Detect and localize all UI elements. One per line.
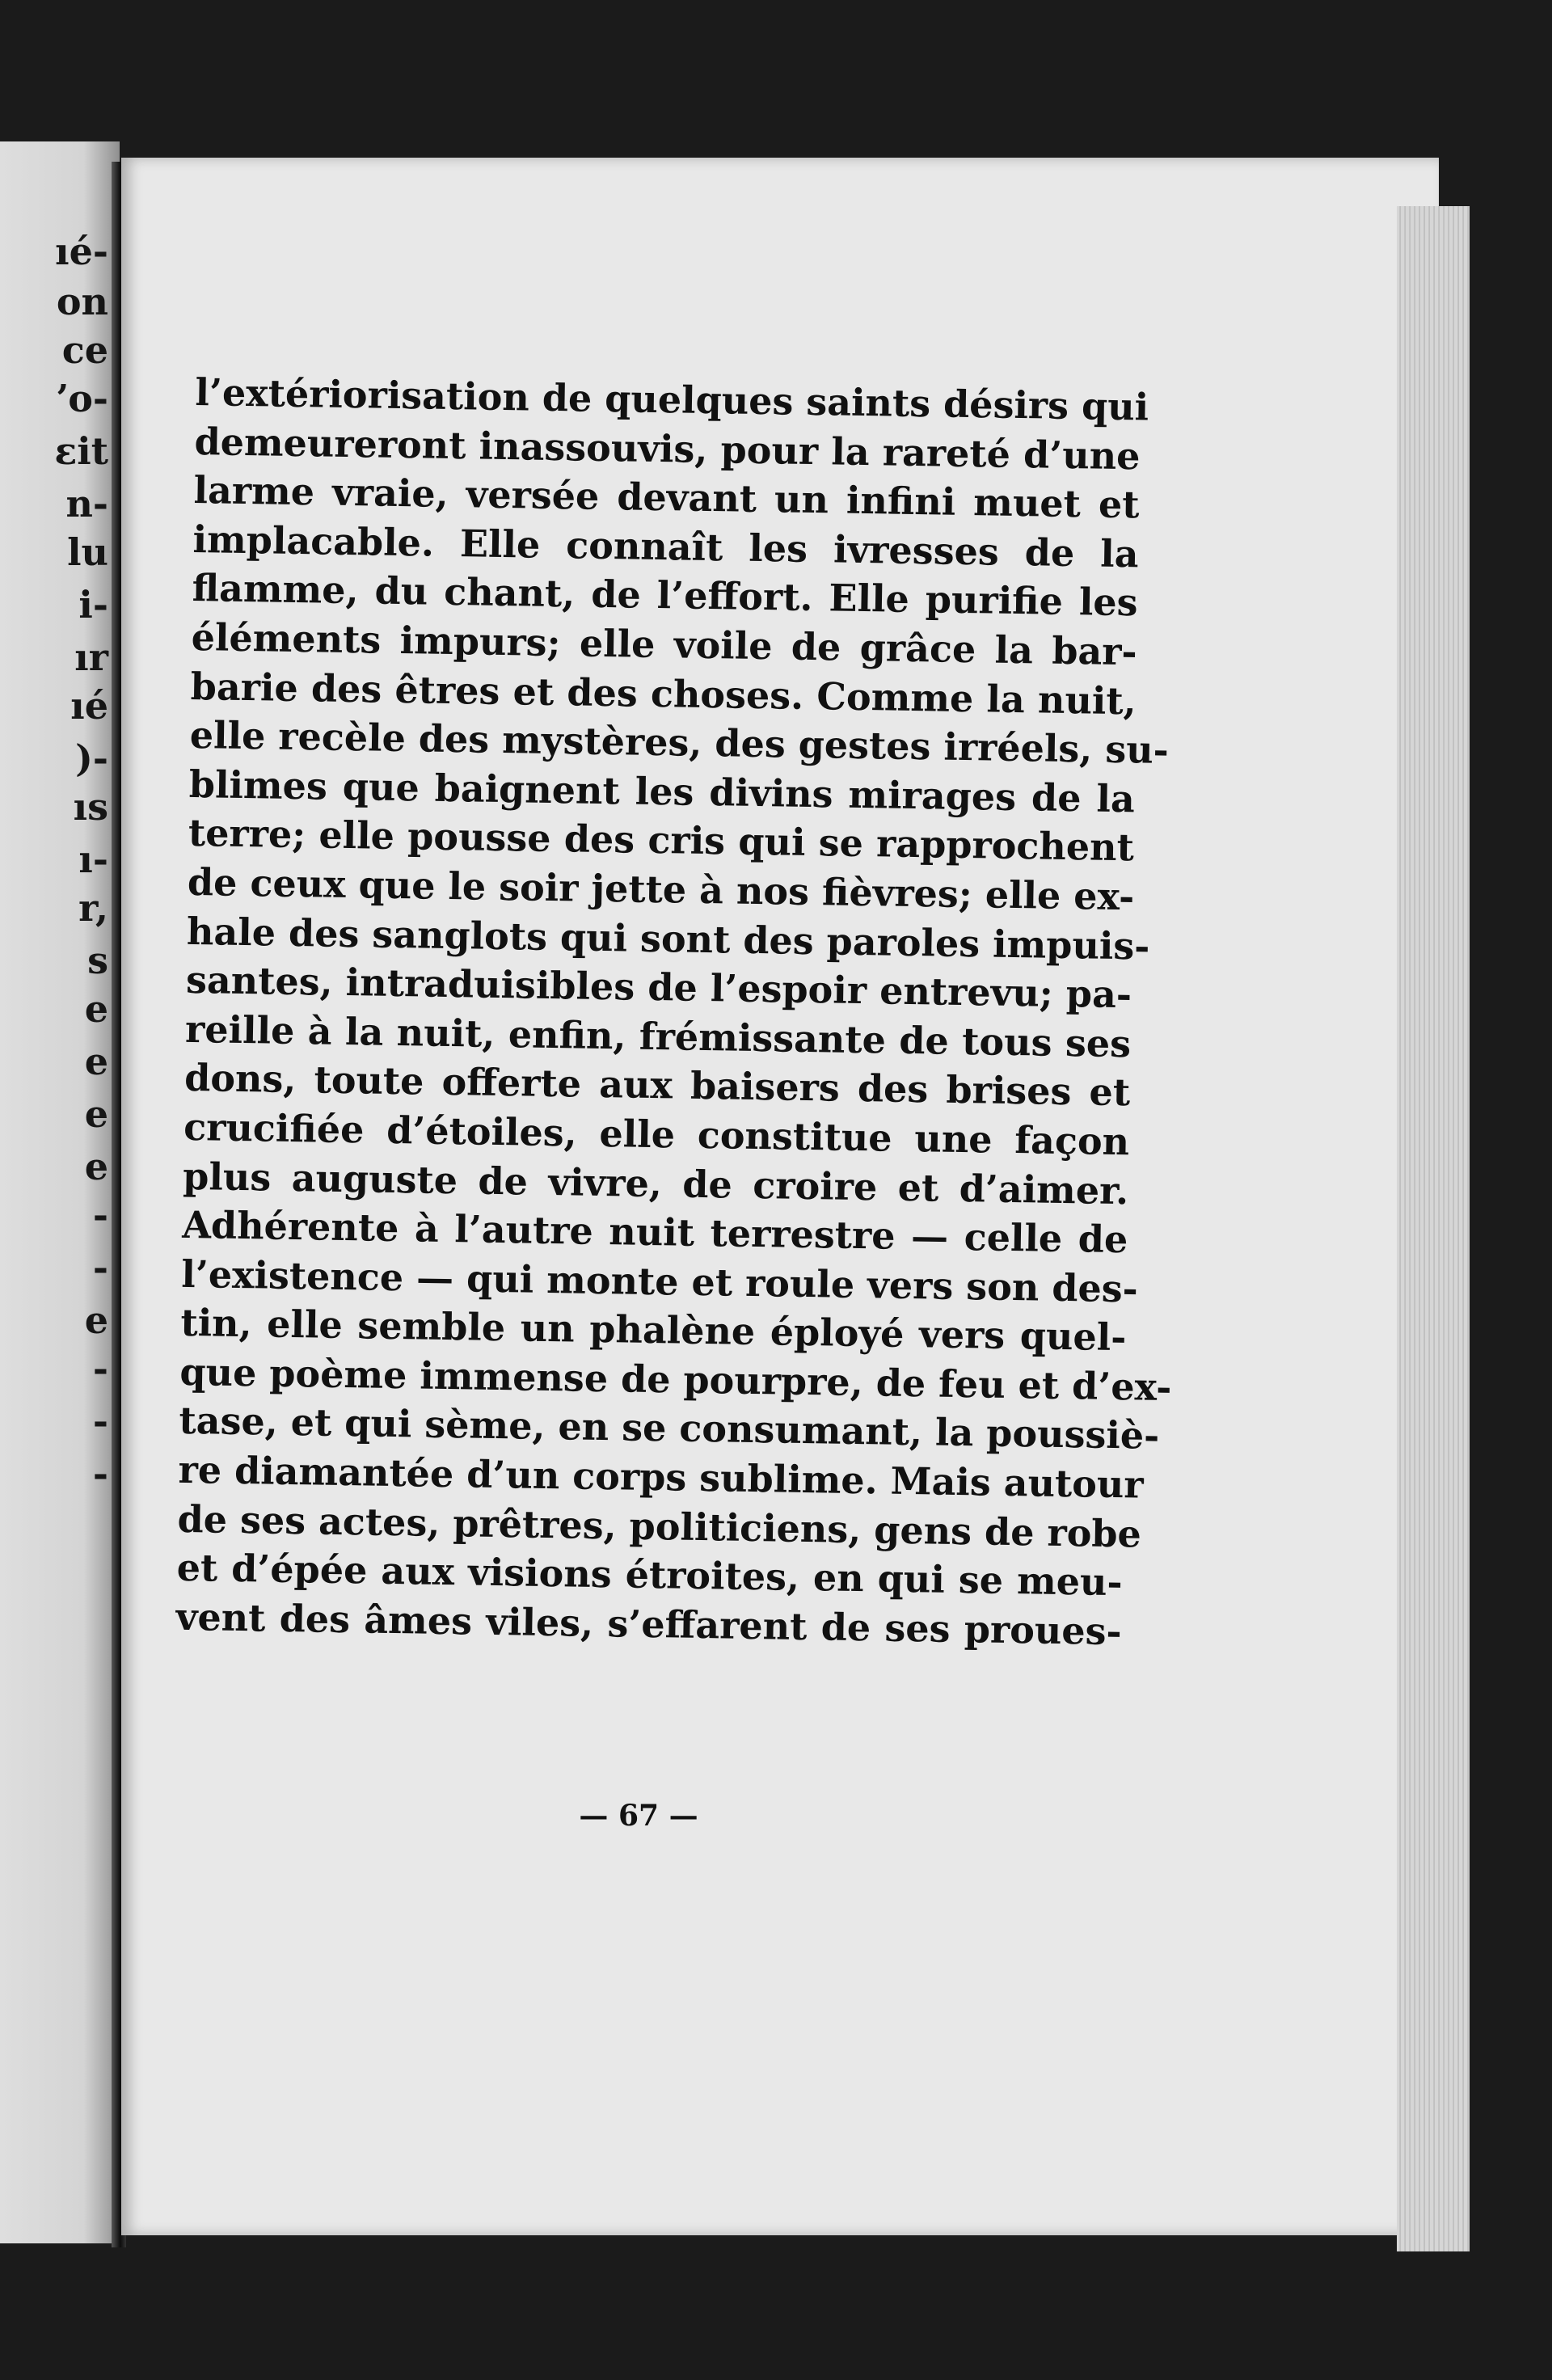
text-line: l’extériorisation de quelques saints désirs qui	[195, 369, 1149, 429]
text-line: tase, et qui sème, en se consumant, la poussiè-	[179, 1399, 1160, 1458]
left-page-fragment: -	[92, 1347, 108, 1390]
text-line: barie des êtres et des choses. Comme la nuit,	[190, 664, 1137, 723]
text-line: santes, intraduisibles de l’espoir entrevu; pa-	[185, 958, 1132, 1017]
left-page-fragment: ıé-	[55, 230, 108, 273]
text-line: demeureront inassouvis, pour la rareté d’une	[194, 419, 1141, 478]
left-page-fragment: ce	[61, 328, 108, 372]
left-page-fragment: -	[92, 1246, 108, 1289]
left-page-fragment: e	[84, 1040, 108, 1083]
text-line: éléments impurs; elle voile de grâce la bar-	[191, 614, 1138, 674]
left-page	[0, 141, 120, 2243]
text-line: elle recèle des mystères, des gestes irréels, su-	[189, 713, 1170, 773]
text-line: terre; elle pousse des cris qui se rapprochent	[188, 811, 1135, 870]
left-page-fragment: ʼo-	[55, 377, 108, 420]
left-page-fragment: on	[56, 280, 108, 323]
left-page-fragment: ɛit	[54, 429, 108, 473]
text-line: l’existence — qui monte et roule vers son des-	[180, 1251, 1139, 1311]
text-line: Adhérente à l’autre nuit terrestre — celle de	[181, 1202, 1128, 1262]
text-line: vent des âmes viles, s’effarent de ses proues-	[175, 1594, 1123, 1654]
text-line: larme vraie, versée devant un infini muet et	[193, 468, 1140, 527]
text-line: et d’épée aux visions étroites, en qui se meu-	[176, 1546, 1123, 1605]
left-page-fragment: e	[84, 1092, 108, 1136]
text-line: que poème immense de pourpre, de feu et d’ex-	[179, 1349, 1172, 1409]
text-line: dons, toute offerte aux baisers des brises et	[183, 1056, 1131, 1115]
text-line: flamme, du chant, de l’effort. Elle purifie les	[192, 566, 1139, 625]
text-line: hale des sanglots qui sont des paroles impuis-	[186, 909, 1150, 968]
page-number: — 67 —	[579, 1799, 698, 1833]
left-page-fragment: ı-	[78, 838, 108, 881]
text-line: implacable. Elle connaît les ivresses de la	[192, 517, 1139, 576]
text-line: reille à la nuit, enfin, frémissante de tous ses	[184, 1006, 1132, 1066]
left-page-fragment: lu	[67, 530, 108, 574]
left-page-fragment: -	[92, 1452, 108, 1496]
left-page-fragment: )-	[75, 736, 108, 780]
left-page-fragment: ıé	[70, 684, 108, 728]
left-page-fragment: i-	[78, 583, 108, 627]
left-page-fragment: -	[92, 1399, 108, 1443]
text-line: tin, elle semble un phalène éployé vers quel-	[180, 1301, 1127, 1360]
left-page-fragment: e	[84, 987, 108, 1031]
left-page-fragment: r,	[78, 886, 108, 930]
left-page-fragment: ıs	[73, 785, 108, 829]
left-page-fragment: n-	[65, 482, 108, 525]
text-line: de ses actes, prêtres, politiciens, gens de robe	[177, 1496, 1142, 1556]
text-line: crucifiée d’étoiles, elle constitue une façon	[183, 1104, 1130, 1164]
body-text	[175, 368, 1172, 1656]
left-page-fragment: -	[92, 1193, 108, 1237]
left-page-fragment: e	[84, 1298, 108, 1342]
text-line: plus auguste de vivre, de croire et d’aimer.	[182, 1154, 1129, 1213]
left-page-fragment: ır	[74, 635, 108, 679]
text-line: blimes que baignent les divins mirages de la	[188, 762, 1136, 821]
left-page-fragment: s	[87, 939, 108, 982]
text-line: re diamantée d’un corps sublime. Mais autour	[178, 1447, 1145, 1507]
text-line: de ceux que le soir jette à nos fièvres; elle ex-	[187, 859, 1135, 919]
page-edges	[1397, 206, 1470, 2251]
left-page-fragment: e	[84, 1145, 108, 1188]
